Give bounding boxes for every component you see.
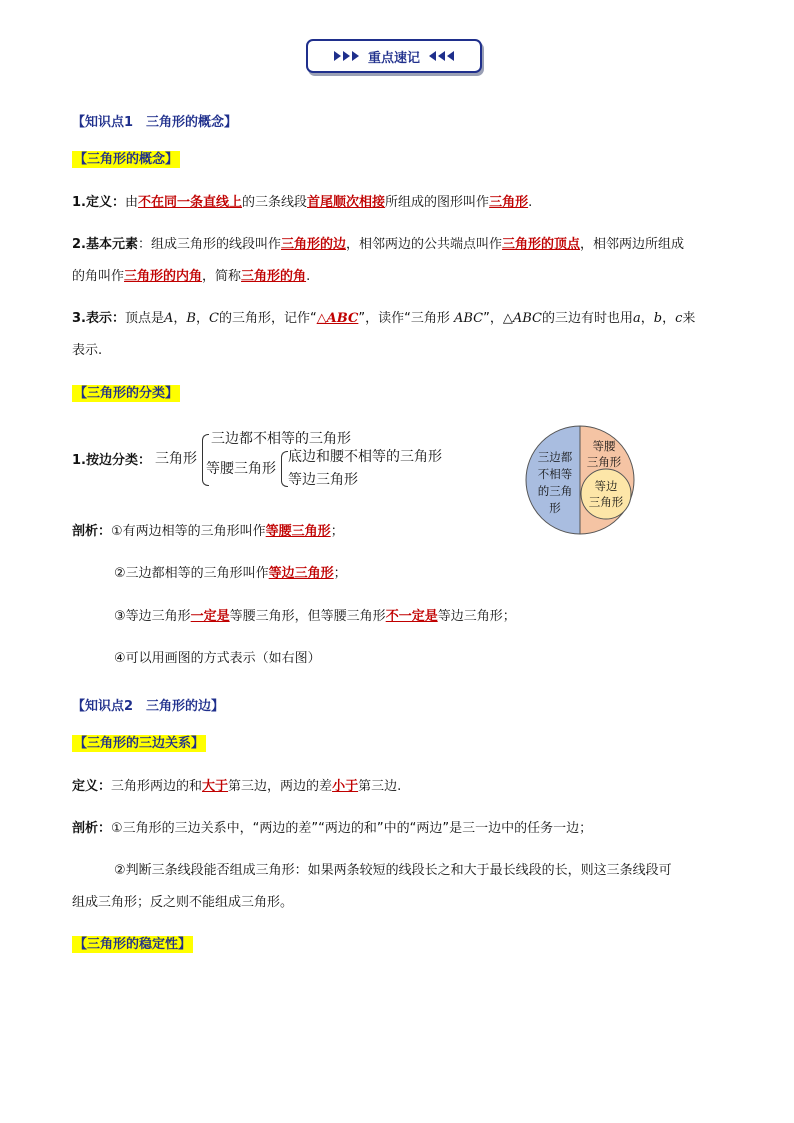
tree-node-scalene: 三边都不相等的三角形 [211,431,351,447]
diagram-inner-text-2: 三角形 [588,495,624,509]
text: ， [662,311,676,326]
text: ③等边三角形 [114,609,191,624]
text: ； [330,524,344,539]
definition-line [72,191,532,210]
analysis-label: 剖析： [72,821,112,836]
key-term: 三角形的顶点 [502,237,581,252]
section-tag-label: 【三角形的三边关系】 [74,736,205,751]
knowledge-point-1-heading: 【知识点1 三角形的概念】 [72,115,238,130]
key-term: 等腰三角形 [265,524,331,539]
text: . [528,195,533,210]
key-term: 三角形 [489,195,529,210]
section-tag-classification [72,382,180,401]
text: 所组成的图形叫作 [385,195,490,210]
diagram-left-text-2: 不相等 [537,467,573,481]
text: ④可以用画图的方式表示（如右图） [114,651,321,666]
text: ； [333,566,347,581]
tree-node-isosceles: 等腰三角形 [206,461,276,477]
analysis-item-1 [72,520,344,539]
section-tag-concept [72,148,180,167]
analysis-item-4 [114,647,321,666]
math-var: A [164,311,174,326]
text: ， [640,311,654,326]
diagram-left-text-4: 形 [549,501,561,515]
item-number: 2.基本元素 [72,237,138,252]
text: ，相邻两边的公共端点叫作 [346,237,503,252]
text: ，相邻两边所组成 [580,237,685,252]
notation-line-2 [72,339,102,358]
text: 第三边，两边的差 [228,779,333,794]
diagram-left-text-1: 三边都 [537,450,573,464]
diagram-left-text-3: 的三角 [537,484,573,498]
math-var: C [208,311,219,326]
text: ②三边都相等的三角形叫作 [114,566,269,581]
tree-node-equilateral: 等边三角形 [288,472,358,488]
key-term: 一定是 [190,609,230,624]
math-var: b [653,311,663,326]
basic-elements-line-2 [72,265,310,284]
arrow-left-icon [429,51,454,61]
notation-line-1 [72,307,695,326]
text: 第三边. [358,779,402,794]
key-term: 不在同一条直线上 [138,195,243,210]
text: ， [195,311,209,326]
item-number: 1.定义： [72,195,125,210]
text: ①有两边相等的三角形叫作 [111,524,266,539]
text: ：组成三角形的线段叫作 [137,237,281,252]
analysis-label: 剖析： [72,524,112,539]
text: 等边三角形； [437,609,516,624]
math-var: B [186,311,196,326]
key-term: △ABC [316,311,359,326]
text: 顶点是 [124,311,164,326]
key-term: 不一定是 [385,609,438,624]
classify-label: 1.按边分类： [72,453,151,468]
analysis2-item-1 [72,817,592,836]
section-tag-stability [72,933,193,952]
text: . [306,269,311,284]
banner-title: 重点速记 [367,50,420,66]
text: ， [173,311,187,326]
basic-elements-line-1 [72,233,684,252]
tree-node-non-equilateral: 底边和腰不相等的三角形 [288,449,442,465]
diagram-right-text-2: 三角形 [586,455,622,469]
analysis2-item-2-line-1 [114,859,672,878]
item-number: 3.表示： [72,311,125,326]
text: 由 [124,195,138,210]
text: ”， [483,311,503,326]
side-definition-line [72,775,401,794]
triangle-classification-diagram [524,424,636,536]
key-term: 三角形的角 [241,269,307,284]
key-term: 三角形的内角 [124,269,203,284]
analysis2-item-2-line-2 [72,891,293,910]
text: 三角形两边的和 [111,779,203,794]
text: 的三角形，记作“ [218,311,317,326]
math-var: c [675,311,683,326]
analysis-item-3 [114,605,516,624]
text: 的角叫作 [72,269,125,284]
arrow-right-icon [334,51,359,61]
diagram-inner-region [581,469,631,519]
text: ①三角形的三边关系中，“两边的差”“两边的和”中的“两边”是三一边中的任务一边； [111,821,593,836]
key-term: 小于 [332,779,359,794]
text: ，简称 [202,269,242,284]
diagram-right-text-1: 等腰 [592,439,616,453]
analysis-item-2 [114,562,347,581]
text: ”，读作“三角形 [358,311,454,326]
key-term: 首尾顺次相接 [307,195,386,210]
section-banner [306,39,482,73]
key-term: 大于 [202,779,229,794]
section-tag-label: 【三角形的概念】 [74,152,179,167]
section-tag-three-sides [72,732,206,751]
math-var: △ABC [502,311,542,326]
tree-root: 三角形 [155,451,197,467]
text: 的三条线段 [242,195,308,210]
text: 的三边有时也用 [542,311,634,326]
key-term: 等边三角形 [268,566,334,581]
knowledge-point-2-heading: 【知识点2 三角形的边】 [72,699,225,714]
section-tag-label: 【三角形的稳定性】 [74,937,192,952]
definition-label: 定义： [72,779,112,794]
key-term: 三角形的边 [281,237,347,252]
brace-2 [281,451,288,487]
math-var: ABC [453,311,484,326]
text: 等腰三角形，但等腰三角形 [229,609,386,624]
diagram-inner-text-1: 等边 [594,479,618,493]
text: 表示. [72,343,103,358]
text: 组成三角形；反之则不能组成三角形。 [72,895,294,910]
text: ②判断三条线段能否组成三角形：如果两条较短的线段长之和大于最长线段的长，则这三条线段可 [114,863,672,878]
text: 来 [682,311,696,326]
section-tag-label: 【三角形的分类】 [74,386,179,401]
math-var: a [633,311,641,326]
